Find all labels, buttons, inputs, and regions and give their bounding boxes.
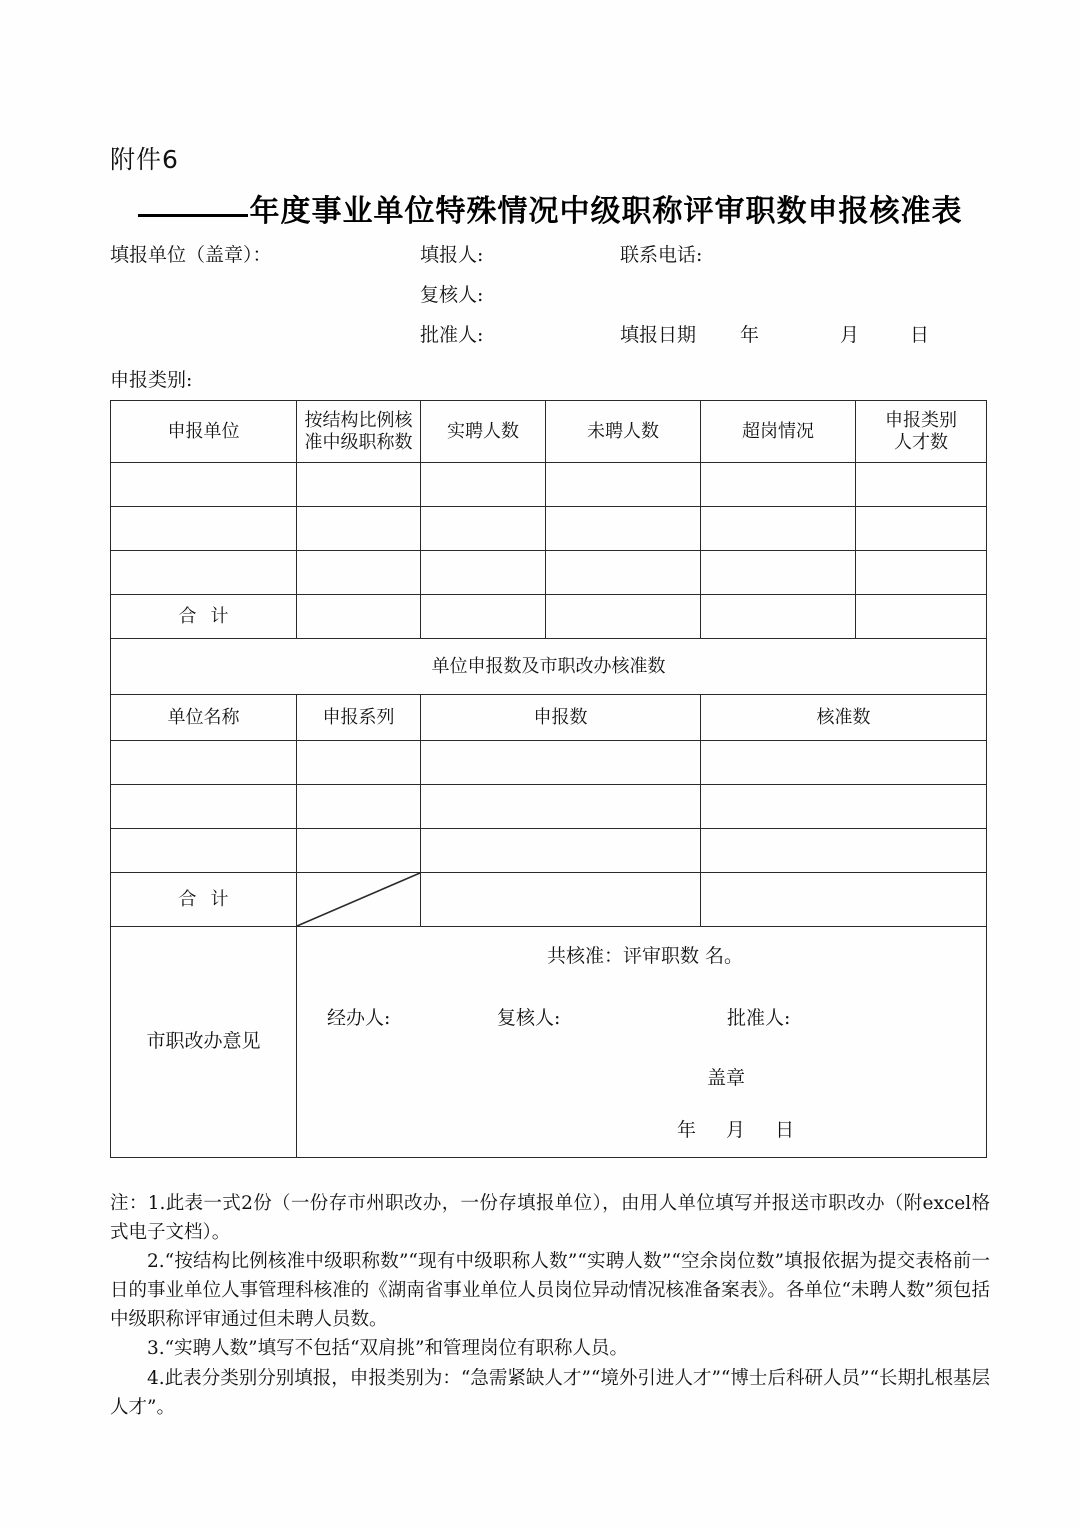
- total-label-two-text: 合计: [178, 888, 243, 910]
- cell-structural-quota[interactable]: [297, 507, 421, 551]
- total-declaration-count[interactable]: [421, 873, 701, 927]
- opinion-reviewer: 复核人:: [497, 1007, 561, 1029]
- cell-approved-count[interactable]: [701, 785, 987, 829]
- opinion-row: [111, 927, 987, 1158]
- th-structural-quota-line2: 准中级职称数: [304, 431, 413, 453]
- cell-category-talent-count[interactable]: [856, 463, 987, 507]
- th-structural-quota: [297, 401, 421, 463]
- table-one-header-row: [111, 401, 987, 463]
- cell-declaring-unit[interactable]: [111, 463, 297, 507]
- cell-over-quota[interactable]: [701, 551, 856, 595]
- th-category-talent-line2: 人才数: [894, 431, 948, 453]
- page-title-text: 年度事业单位特殊情况中级职称评审职数申报核准表: [249, 194, 963, 229]
- note-line-2: 2.“按结构比例核准中级职称数”“现有中级职称人数”“实聘人数”“空余岗位数”填报依据为提交表格前一日的事业单位人事管理科核准的《湖南省事业单位人员岗位异动情况核准备案表》。各单位“未聘人数”须包括中级职称评审通过但未聘人员数。: [110, 1251, 990, 1330]
- cell-declaration-series[interactable]: [297, 829, 421, 873]
- th-approved-count: 核准数: [701, 695, 987, 741]
- opinion-body: [297, 927, 986, 1157]
- meta-row-1: [110, 240, 990, 280]
- cell-category-talent-count[interactable]: [856, 551, 987, 595]
- cell-over-quota[interactable]: [701, 463, 856, 507]
- field-year: 年: [740, 324, 760, 346]
- opinion-date: 年 月 日: [677, 1119, 807, 1141]
- th-structural-quota-line1: 按结构比例核: [304, 409, 413, 431]
- table-row[interactable]: [111, 551, 987, 595]
- th-category-talent-count: [856, 401, 987, 463]
- note-line-3: 3.“实聘人数”填写不包括“双肩挑”和管理岗位有职称人员。: [147, 1338, 628, 1360]
- total-label-one: [111, 595, 297, 639]
- cell-actually-hired[interactable]: [421, 551, 546, 595]
- field-contact-phone: 联系电话:: [620, 244, 703, 266]
- declaration-category-label: 申报类别:: [110, 369, 193, 391]
- cell-unit-name[interactable]: [111, 741, 297, 785]
- cell-declaration-count[interactable]: [421, 829, 701, 873]
- total-approved-count[interactable]: [701, 873, 987, 927]
- cell-not-hired[interactable]: [546, 507, 701, 551]
- page-title: [110, 186, 990, 230]
- note-line-1: 注：1.此表一式2份（一份存市州职改办，一份存填报单位），由用人单位填写并报送市职改办（附excel格式电子文档）。: [110, 1193, 990, 1243]
- field-approver: 批准人:: [420, 324, 484, 346]
- cell-declaration-count[interactable]: [421, 741, 701, 785]
- notes-block: [110, 1190, 990, 1423]
- table-row[interactable]: [111, 829, 987, 873]
- table-row[interactable]: [111, 463, 987, 507]
- cell-not-hired[interactable]: [546, 551, 701, 595]
- cell-declaration-count[interactable]: [421, 785, 701, 829]
- cell-declaring-unit[interactable]: [111, 551, 297, 595]
- cell-structural-quota[interactable]: [297, 463, 421, 507]
- section-band-row: [111, 639, 987, 695]
- field-reviewer: 复核人:: [420, 284, 484, 306]
- cell-structural-quota[interactable]: [297, 551, 421, 595]
- cell-category-talent-count[interactable]: [856, 507, 987, 551]
- total-actually-hired[interactable]: [421, 595, 546, 639]
- field-reporting-unit: 填报单位（盖章）：: [110, 244, 272, 266]
- main-form-table: [110, 400, 987, 1158]
- field-day: 日: [910, 324, 930, 346]
- meta-row-3: [110, 320, 990, 360]
- cell-unit-name[interactable]: [111, 829, 297, 873]
- opinion-handler: 经办人:: [327, 1007, 391, 1029]
- th-declaration-series: 申报系列: [297, 695, 421, 741]
- note-line-4: 4.此表分类别分别填报，申报类别为：“急需紧缺人才”“境外引进人才”“博士后科研人员”“长期扎根基层人才”。: [110, 1368, 990, 1418]
- th-declaring-unit: 申报单位: [111, 401, 297, 463]
- field-month: 月: [840, 324, 860, 346]
- table-row[interactable]: [111, 785, 987, 829]
- cell-approved-count[interactable]: [701, 829, 987, 873]
- table-two-header-row: [111, 695, 987, 741]
- table-one-total-row: [111, 595, 987, 639]
- cell-declaring-unit[interactable]: [111, 507, 297, 551]
- th-not-hired: 未聘人数: [546, 401, 701, 463]
- field-reporter: 填报人:: [420, 244, 484, 266]
- total-over-quota[interactable]: [701, 595, 856, 639]
- diagonal-slash-icon: [297, 873, 420, 926]
- table-row[interactable]: [111, 741, 987, 785]
- total-label-two: [111, 873, 297, 927]
- cell-unit-name[interactable]: [111, 785, 297, 829]
- year-blank-line: [138, 214, 248, 217]
- table-row[interactable]: [111, 507, 987, 551]
- cell-over-quota[interactable]: [701, 507, 856, 551]
- cell-not-hired[interactable]: [546, 463, 701, 507]
- total-structural-quota[interactable]: [297, 595, 421, 639]
- th-declaration-count: 申报数: [421, 695, 701, 741]
- opinion-label: 市职改办意见: [111, 927, 297, 1158]
- meta-block: [110, 240, 990, 360]
- opinion-seal-label: 盖章: [707, 1067, 746, 1089]
- cell-actually-hired[interactable]: [421, 463, 546, 507]
- cell-declaration-series[interactable]: [297, 741, 421, 785]
- table-two-total-row: [111, 873, 987, 927]
- cell-approved-count[interactable]: [701, 741, 987, 785]
- cell-declaration-series[interactable]: [297, 785, 421, 829]
- field-report-date-label: 填报日期: [620, 324, 697, 346]
- th-unit-name: 单位名称: [111, 695, 297, 741]
- slash-cell: [297, 873, 421, 927]
- section-band-label: 单位申报数及市职改办核准数: [111, 639, 987, 695]
- meta-row-2: [110, 280, 990, 320]
- opinion-total-approved: 共核准：评审职数 名。: [547, 945, 744, 967]
- total-label-one-text: 合计: [178, 605, 243, 627]
- th-category-talent-line1: 申报类别: [885, 409, 957, 431]
- cell-actually-hired[interactable]: [421, 507, 546, 551]
- attachment-label: 附件6: [110, 145, 179, 174]
- th-actually-hired: 实聘人数: [421, 401, 546, 463]
- total-not-hired[interactable]: [546, 595, 701, 639]
- total-category-talent-count[interactable]: [856, 595, 987, 639]
- opinion-approver: 批准人:: [727, 1007, 791, 1029]
- th-over-quota: 超岗情况: [701, 401, 856, 463]
